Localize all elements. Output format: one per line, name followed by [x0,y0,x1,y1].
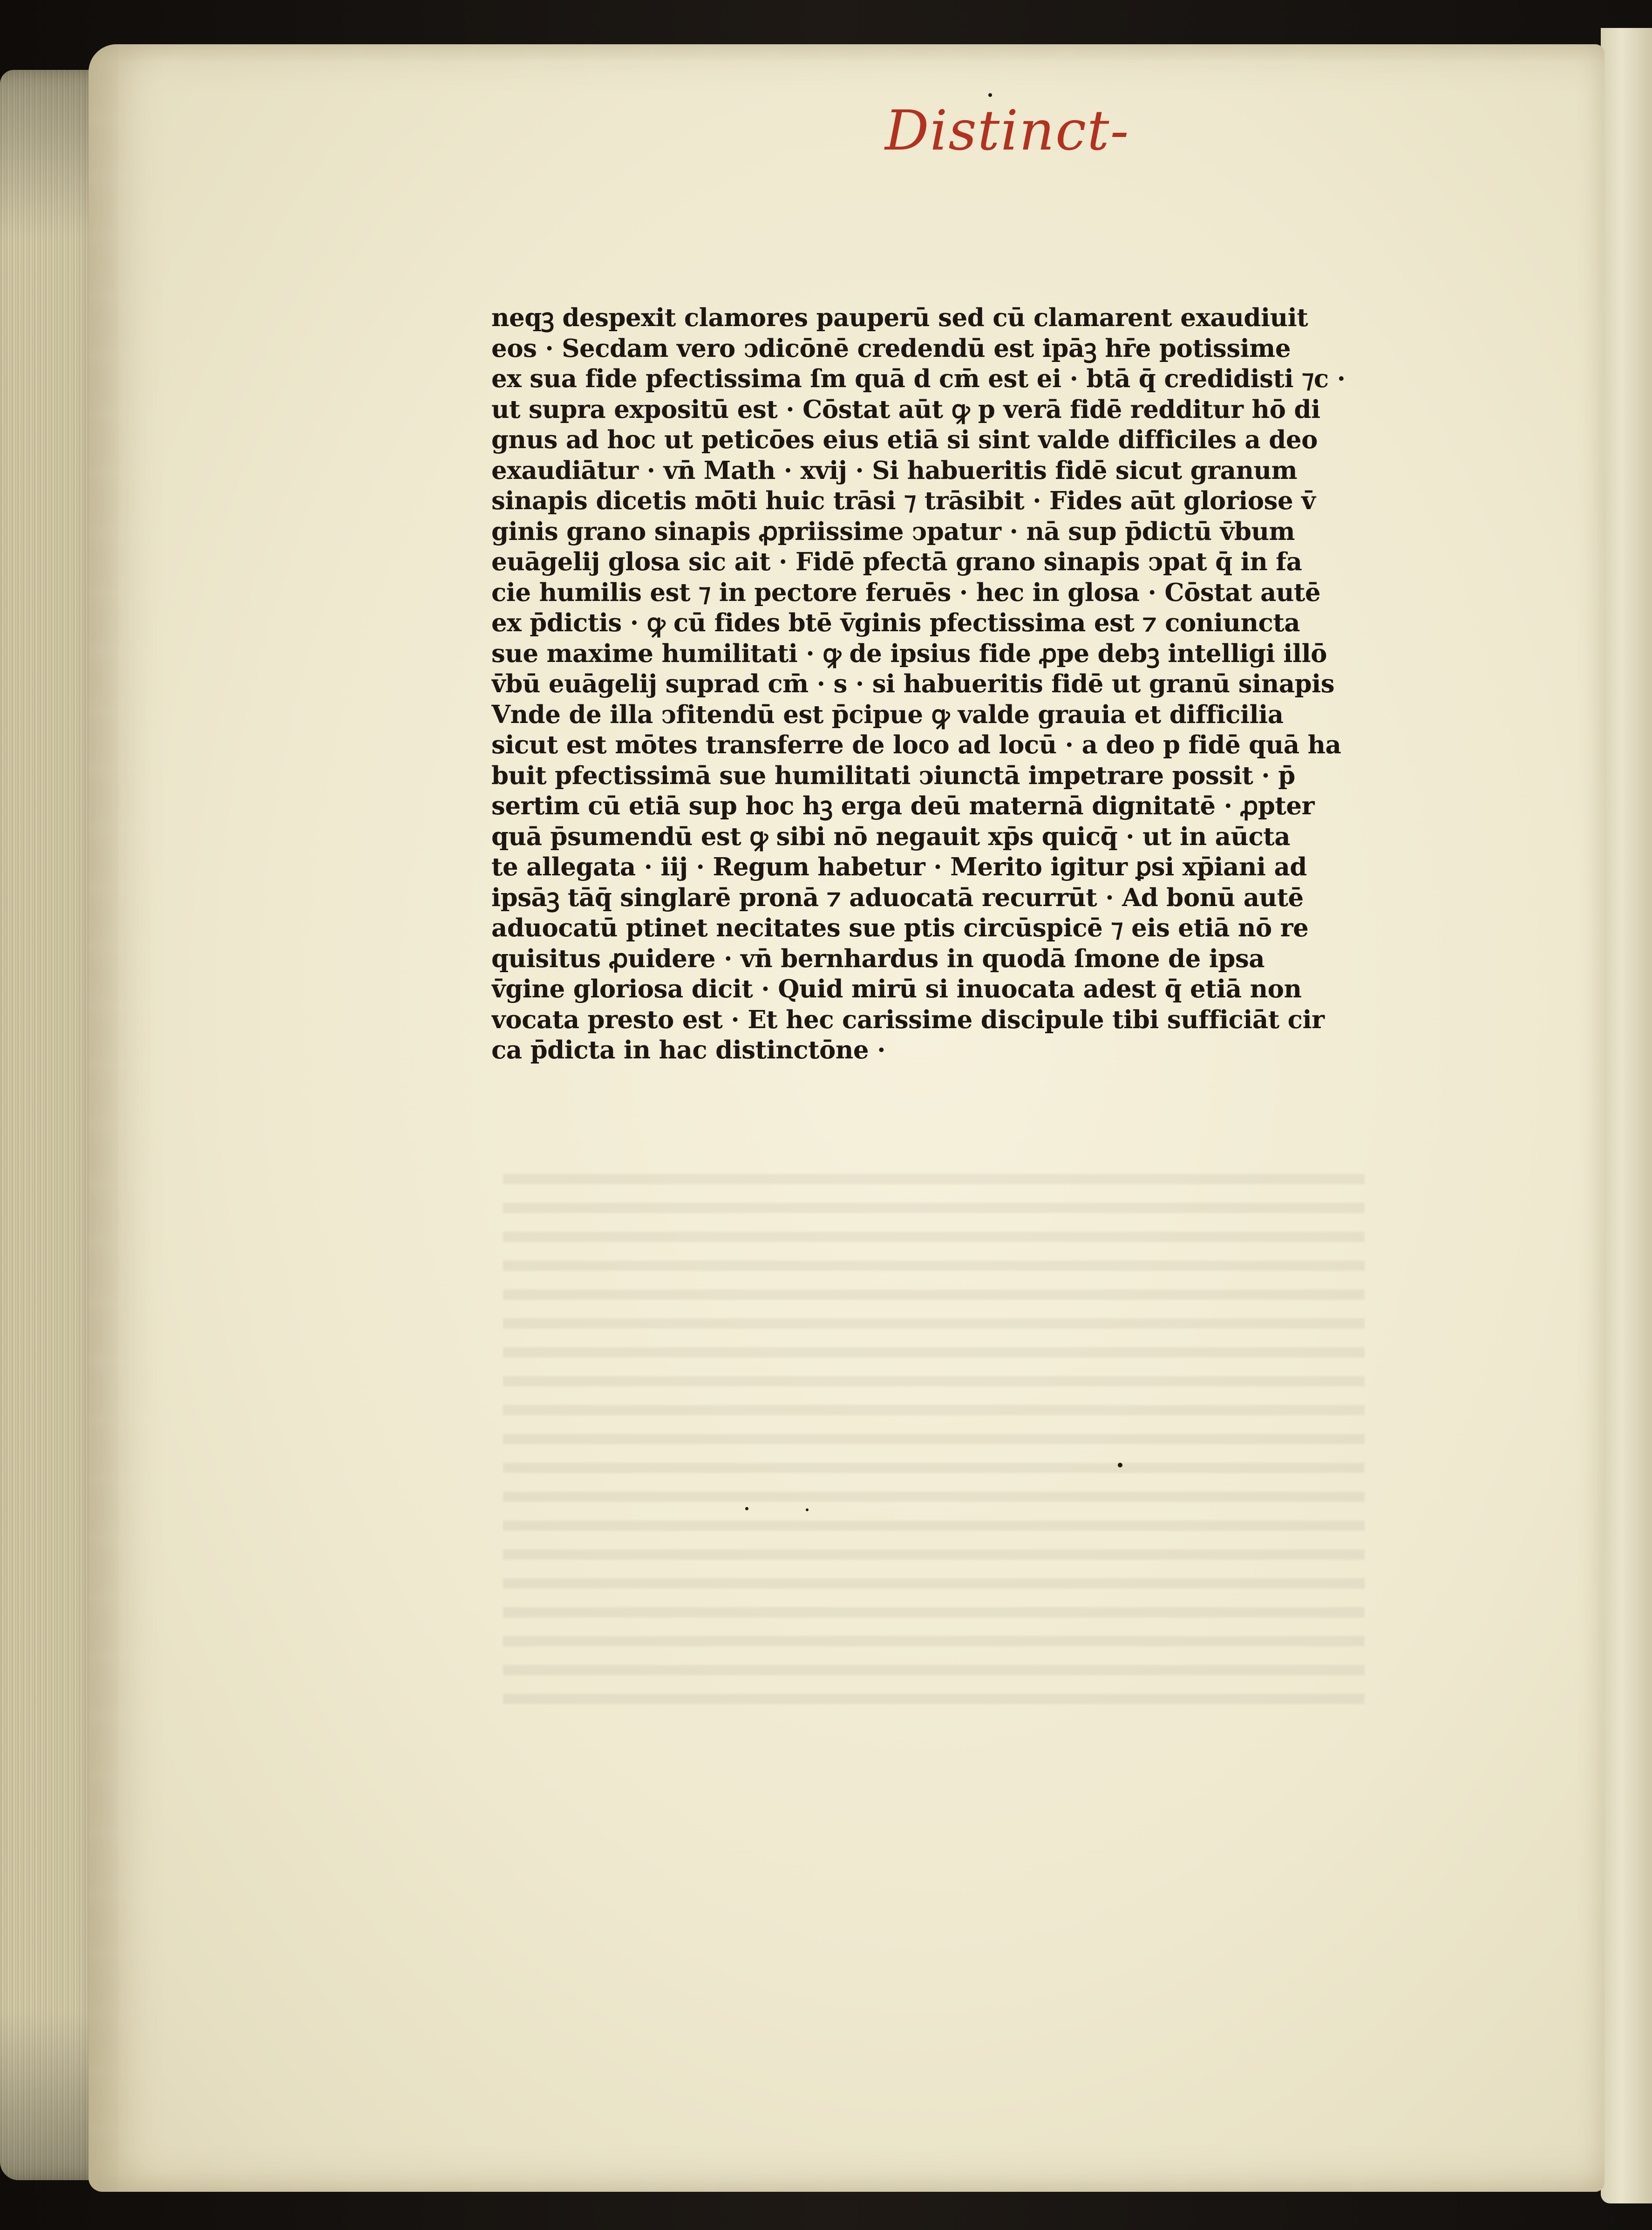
text-line: eos · Secdam vero ↄdicōnē credendū est ipāꝫ hr̄e potissime [491,334,1291,363]
text-block [491,303,1367,1188]
text-line: quisitus ꝓuidere · vn̄ bernhardus in quodā ſmone de ipsa [491,944,1265,973]
text-line: ginis grano sinapis ꝓpriissime ↄpatur · nā sup p̄dictū v̄bum [491,517,1295,546]
text-line: te allegata · iij · Regum habetur · Merito igitur ꝑsi xp̄iani ad [491,852,1307,881]
text-line: quā p̄sumendū est ꝙ sibi nō negauit xp̄s quicq̄ · ut in aūcta [491,822,1291,851]
text-line: cie humilis est ⁊ in pectore feruēs · hec in glosa · Cōstat autē [491,578,1321,607]
ink-speck [745,1507,748,1510]
text-line: sue maxime humilitati · ꝙ de ipsius fide ꝓpe debꝫ intelligi illō [491,639,1327,668]
ink-speck [806,1508,809,1511]
text-line: gnus ad hoc ut peticōes eius etiā si sint valde difficiles a deo [491,425,1318,454]
text-line: v̄bū euāgelij suprad cm̄ · s · si habueritis fidē ut granū sinapis [491,669,1335,698]
text-line: sinapis dicetis mōti huic trāsi ⁊ trāsibit · Fides aūt gloriose v̄ [491,486,1316,515]
ink-speck [988,93,992,97]
text-line: ipsāꝫ tāq̄ singlarē pronā ⁊ aduocatā recurrūt · Ad bonū autē [491,883,1304,912]
text-line: ut supra expositū est · Cōstat aūt ꝙ p verā fidē redditur hō di [491,395,1320,424]
running-head: Distinct- [885,98,1130,163]
text-line: ex p̄dictis · ꝙ cū fides btē v̄ginis pfectissima est ⁊ coniuncta [491,608,1300,637]
text-line: exaudiātur · vn̄ Math · xvij · Si habueritis fidē sicut granum [491,456,1298,485]
text-line: v̄gine gloriosa dicit · Quid mirū si inuocata adest q̄ etiā non [491,975,1302,1003]
text-line: buit pfectissimā sue humilitati ↄiunctā impetrare possit · p̄ [491,761,1295,790]
text-line: sertim cū etiā sup hoc hꝫ erga deū maternā dignitatē · ꝓpter [491,791,1315,820]
text-line: vocata presto est · Et hec carissime discipule tibi sufficiāt cir [491,1005,1325,1034]
text-line: euāgelij glosa sic ait · Fidē pfectā grano sinapis ↄpat q̄ in fa [491,547,1302,576]
text-line: neqꝫ despexit clamores pauperū sed cū clamarent exaudiuit [491,303,1308,332]
show-through-text [503,1174,1365,1710]
text-line: aduocatū ptinet necitates sue ptis circūspicē ⁊ eis etiā nō re [491,914,1309,942]
text-line: ca p̄dicta in hac distinctōne · [491,1036,886,1064]
text-line: sicut est mōtes transferre de loco ad locū · a deo p fidē quā ha [491,730,1341,759]
text-line: ex sua fide pfectissima ſm quā d cm̄ est ei · btā q̄ credidisti ⁊c · [491,364,1346,393]
ink-speck [1118,1463,1122,1467]
text-line: Vnde de illa ↄfitendū est p̄cipue ꝙ valde grauia et difficilia [491,700,1284,729]
right-page-edge [1601,28,1652,2203]
